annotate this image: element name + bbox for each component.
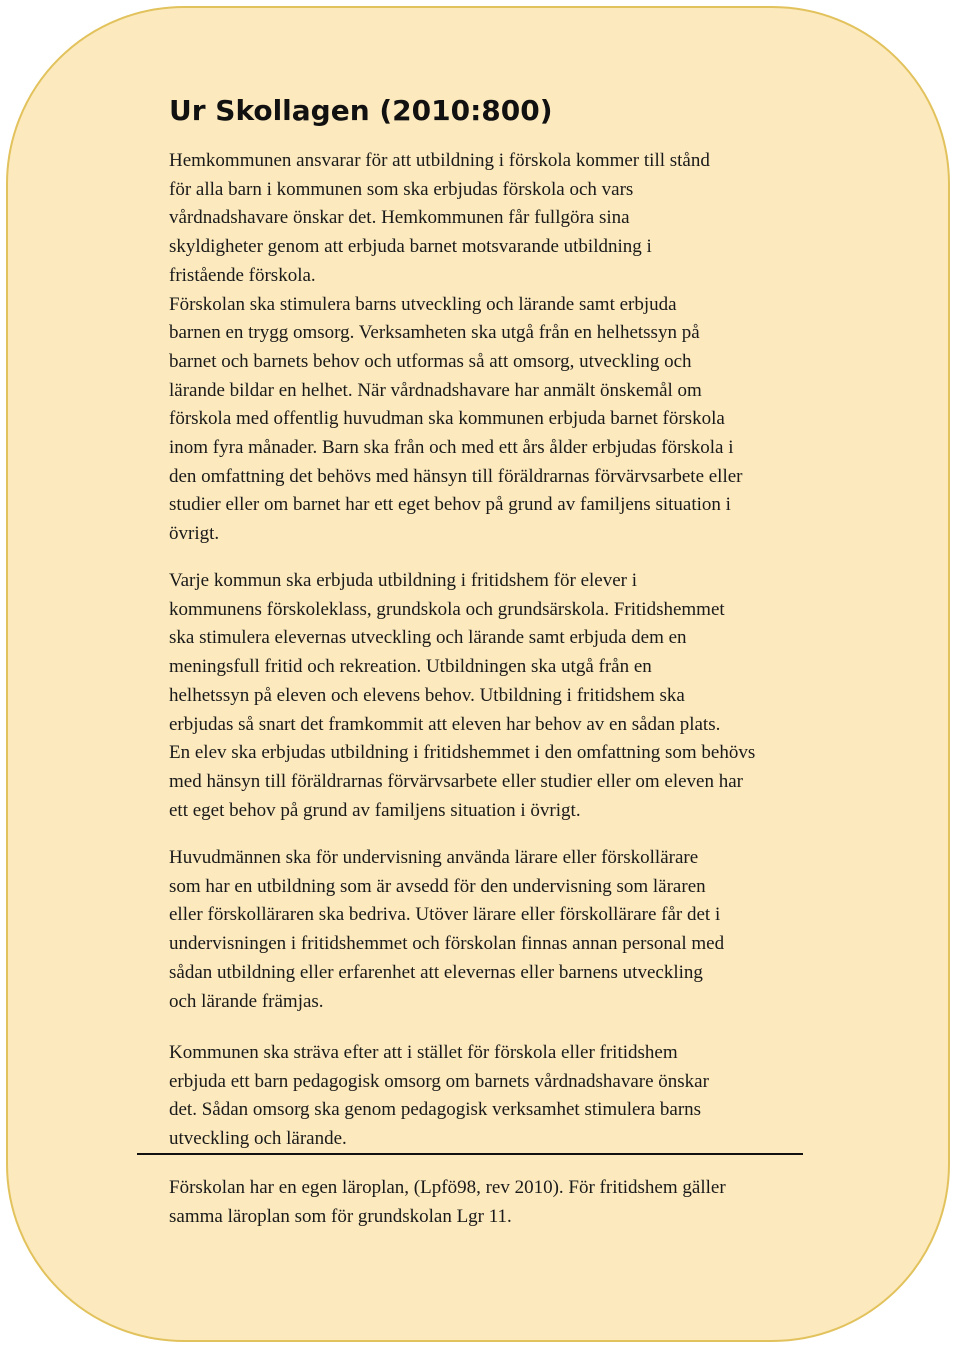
paragraph-staff: [169, 844, 829, 1016]
text-line: det. Sådan omsorg ska genom pedagogisk verksamhet stimulera barns: [169, 1099, 702, 1121]
text-line: fristående förskola.: [169, 264, 316, 286]
text-line: eller förskolläraren ska bedriva. Utöver lärare eller förskollärare får det i: [169, 904, 721, 926]
text-line: skyldigheter genom att erbjuda barnet motsvarande utbildning i: [169, 236, 652, 258]
page-title: Ur Skollagen (2010:800): [169, 94, 553, 127]
text-line: sådan utbildning eller erfarenhet att elevernas eller barnens utveckling: [169, 961, 703, 983]
text-line: förskola med offentlig huvudman ska kommunen erbjuda barnet förskola: [169, 408, 725, 430]
text-line: meningsfull fritid och rekreation. Utbildningen ska utgå från en: [169, 656, 652, 678]
text-line: ett eget behov på grund av familjens situation i övrigt.: [169, 799, 581, 821]
paragraph-after-school: [169, 567, 829, 825]
paragraph-preschool: [169, 147, 829, 549]
text-line: helhetssyn på eleven och elevens behov. Utbildning i fritidshem ska: [169, 684, 685, 706]
text-line: erbjudas så snart det framkommit att eleven har behov av en sådan plats.: [169, 713, 721, 735]
text-line: barnet och barnets behov och utformas så att omsorg, utveckling och: [169, 350, 692, 372]
footnote: [169, 1174, 829, 1231]
text-line: utveckling och lärande.: [169, 1128, 347, 1150]
divider-rule: [137, 1153, 803, 1155]
text-line: undervisningen i fritidshemmet och förskolan finnas annan personal med: [169, 933, 725, 955]
text-line: samma läroplan som för grundskolan Lgr 11.: [169, 1205, 512, 1227]
text-line: Varje kommun ska erbjuda utbildning i fritidshem för elever i: [169, 570, 638, 591]
text-line: barnen en trygg omsorg. Verksamheten ska utgå från en helhetssyn på: [169, 322, 700, 344]
text-line: för alla barn i kommunen som ska erbjudas förskola och vars: [169, 178, 634, 200]
text-line: som har en utbildning som är avsedd för den undervisning som läraren: [169, 875, 706, 897]
text-line: erbjuda ett barn pedagogisk omsorg om barnets vårdnadshavare önskar: [169, 1070, 709, 1092]
text-line: vårdnadshavare önskar det. Hemkommunen får fullgöra sina: [169, 207, 630, 229]
text-line: En elev ska erbjudas utbildning i fritidshemmet i den omfattning som behövs: [169, 742, 756, 764]
text-line: ska stimulera elevernas utveckling och lärande samt erbjuda dem en: [169, 627, 687, 649]
text-line: och lärande främjas.: [169, 990, 324, 1012]
text-line: kommunens förskoleklass, grundskola och grundsärskola. Fritidshemmet: [169, 598, 725, 620]
text-line: inom fyra månader. Barn ska från och med ett års ålder erbjudas förskola i: [169, 437, 734, 459]
paragraph-pedagogical-care: [169, 1039, 829, 1154]
text-line: Hemkommunen ansvarar för att utbildning i förskola kommer till stånd: [169, 150, 710, 171]
text-line: lärande bildar en helhet. När vårdnadshavare har anmält önskemål om: [169, 379, 702, 401]
text-line: Förskolan har en egen läroplan, (Lpfö98, rev 2010). För fritidshem gäller: [169, 1177, 726, 1198]
text-line: studier eller om barnet har ett eget behov på grund av familjens situation i: [169, 494, 731, 516]
text-line: Förskolan ska stimulera barns utveckling och lärande samt erbjuda: [169, 293, 677, 315]
text-line: övrigt.: [169, 523, 220, 545]
text-line: Kommunen ska sträva efter att i stället för förskola eller fritidshem: [169, 1042, 678, 1063]
text-line: den omfattning det behövs med hänsyn till föräldrarnas förvärvsarbete eller: [169, 465, 743, 487]
text-line: Huvudmännen ska för undervisning använda lärare eller förskollärare: [169, 847, 699, 868]
text-line: med hänsyn till föräldrarnas förvärvsarbete eller studier eller om eleven har: [169, 770, 743, 792]
